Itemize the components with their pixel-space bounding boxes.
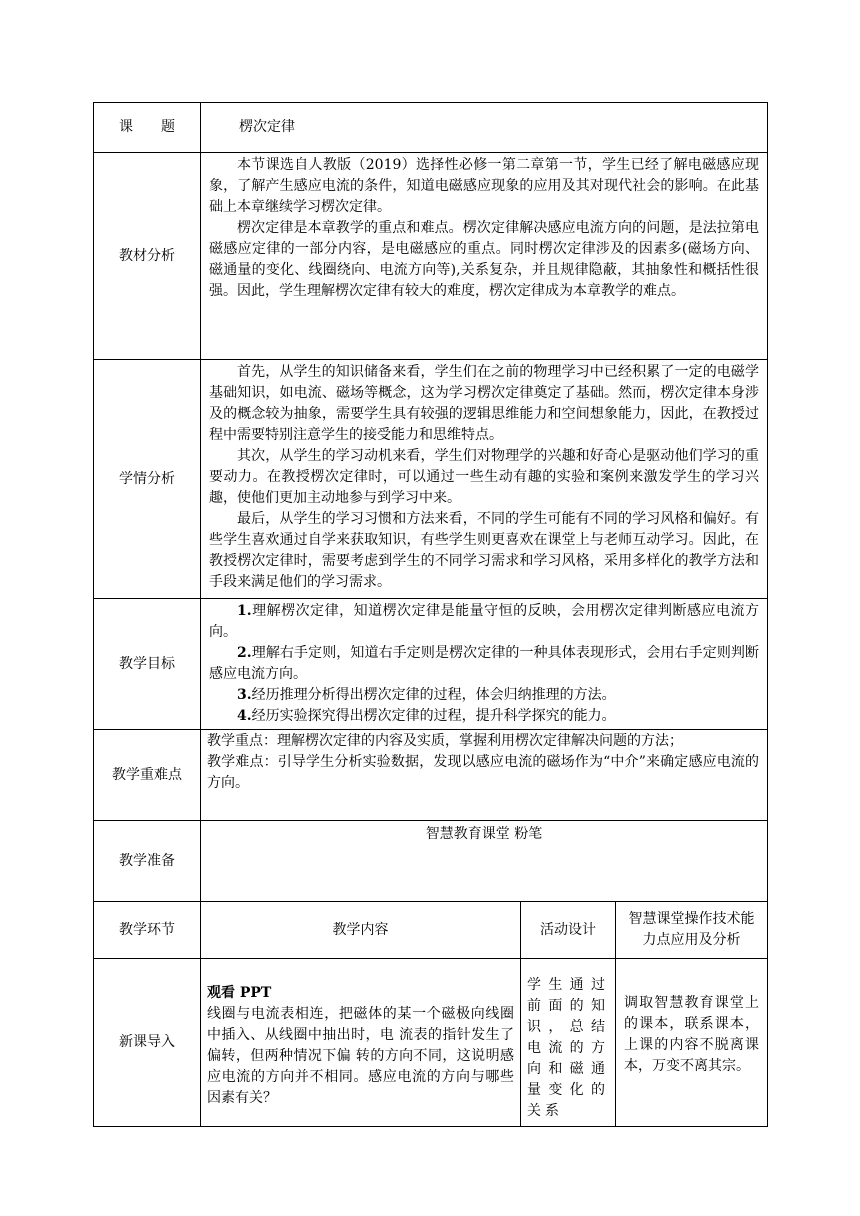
textbook-paragraph: 楞次定律是本章教学的重点和难点。楞次定律解决感应电流方向的问题，是法拉第电磁感应定律的一部分内容，是电磁感应的重点。同时楞次定律涉及的因素多(磁场方向、磁通量的变化、线圈绕向、电流方向等),关系复杂，并且规律隐蔽，其抽象性和概括性很强。因此，学生理解楞次定律有较大的难度，楞次定律成为本章教学的难点。 [209,220,760,299]
lesson-plan-table [93,102,768,1127]
header-tech: 智慧课堂操作技术能力点应用及分析 [628,911,755,948]
textbook-label: 教材分析 [94,153,201,360]
row-preparation [94,821,768,902]
intro-content-title: 观看 PPT [207,985,272,1001]
row-topic [94,103,768,153]
goals-label: 教学目标 [94,599,201,730]
topic-label: 课 题 [94,103,201,153]
key-points-label: 教学重难点 [94,730,201,821]
key-point-line: 教学难点：引导学生分析实验数据，发现以感应电流的磁场作为“中介”来确定感应电流的方向。 [207,754,760,791]
row-textbook-analysis [94,153,768,360]
prep-value: 智慧教育课堂 粉笔 [425,826,543,842]
row-intro [94,959,768,1127]
students-paragraph: 其次，从学生的学习动机来看，学生们对物理学的兴趣和好奇心是驱动他们学习的重要动力。在教授楞次定律时，可以通过一些生动有趣的实验和案例来激发学生的学习兴趣，使他们更加主动地参与到学习中来。 [209,448,760,506]
students-paragraph: 首先，从学生的知识储备来看，学生们在之前的物理学习中已经积累了一定的电磁学基础知识，如电流、磁场等概念，这为学习楞次定律奠定了基础。然而，楞次定律本身涉及的概念较为抽象，需要学生具有较强的逻辑思维能力和空间想象能力，因此，在教授过程中需要特别注意学生的接受能力和思维特点。 [209,364,760,443]
intro-content-text: 线圈与电流表相连，把磁体的某一个磁极向线圈中插入、从线圈中抽出时，电 流表的指针发生了偏转，但两种情况下偏 转的方向不同，这说明感应电流的方向并不相同。感应电流的方向与哪些因素有关？ [207,1006,514,1106]
students-paragraph: 最后，从学生的学习习惯和方法来看，不同的学生可能有不同的学习风格和偏好。有些学生喜欢通过自学来获取知识，有些学生则更喜欢在课堂上与老师互动学习。因此，在教授楞次定律时，需要考虑到学生的不同学习需求和学习风格，采用多样化的教学方法和手段来满足他们的学习需求。 [209,511,760,590]
textbook-paragraph: 本节课选自人教版（2019）选择性必修一第二章第一节，学生已经了解电磁感应现象，了解产生感应电流的条件，知道电磁感应现象的应用及其对现代社会的影响。在此基础上本章继续学习楞次定律。 [209,157,760,215]
header-activity: 活动设计 [521,902,616,959]
row-key-points [94,730,768,821]
intro-tech: 调取智慧教育课堂上的课本，联系课本，上课的内容不脱离课本，万变不离其宗。 [624,995,760,1074]
topic-value: 楞次定律 [239,119,295,135]
students-label: 学情分析 [94,360,201,599]
goal-item: 2.理解右手定则，知道右手定则是楞次定律的一种具体表现形式，会用右手定则判断感应电流方向。 [209,645,760,682]
goal-item: 1.理解楞次定律，知道楞次定律是能量守恒的反映，会用楞次定律判断感应电流方向。 [209,603,760,640]
goal-item: 4.经历实验探究得出楞次定律的过程，提升科学探究的能力。 [237,708,616,724]
header-content: 教学内容 [201,902,521,959]
goal-item: 3.经历推理分析得出楞次定律的过程，体会归纳推理的方法。 [237,687,616,703]
prep-label: 教学准备 [94,821,201,902]
row-student-analysis [94,360,768,599]
key-point-line: 教学重点：理解楞次定律的内容及实质，掌握利用楞次定律解决问题的方法； [207,733,683,749]
intro-stage: 新课导入 [94,959,201,1127]
intro-activity: 学生通过前面的知识，总结电流的方向和磁通量变化的关系 [527,977,609,1119]
row-table-header [94,902,768,959]
header-stage: 教学环节 [94,902,201,959]
row-teaching-goals [94,599,768,730]
